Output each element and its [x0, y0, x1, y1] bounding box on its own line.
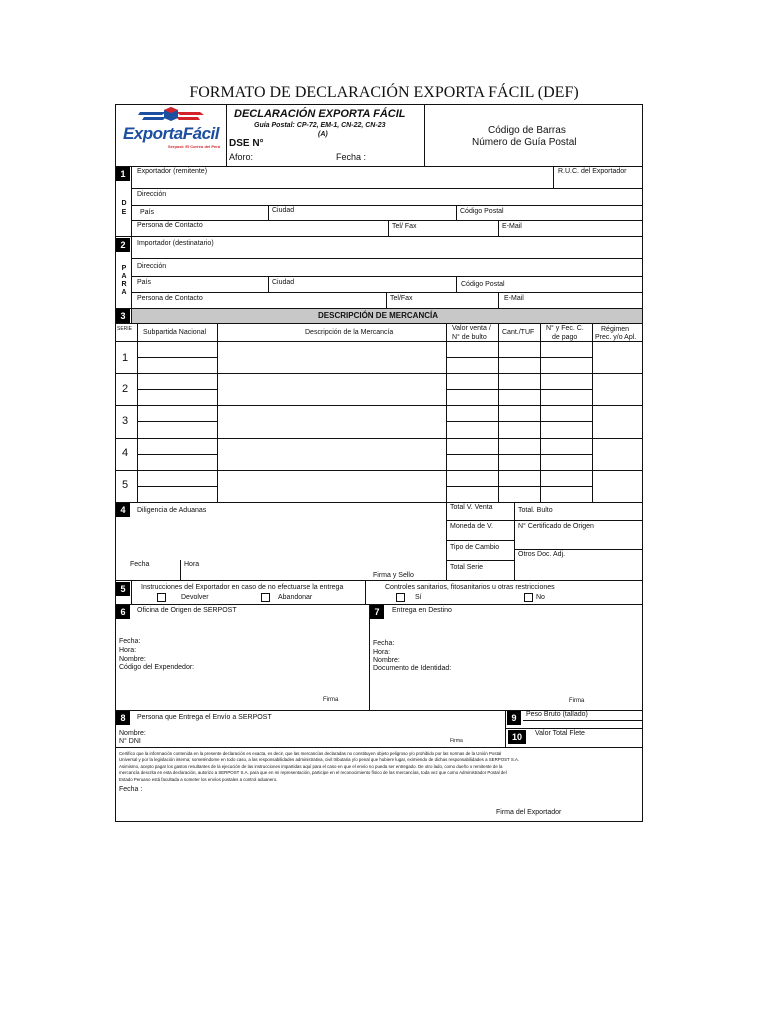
- section-4-number: 4: [116, 503, 130, 517]
- codigo-expendedor-label: Código del Expendedor:: [119, 664, 195, 671]
- firma-7-label: Firma: [569, 698, 585, 704]
- col-valor-2: N° de bulto: [452, 334, 487, 341]
- hora-4-label: Hora: [184, 561, 200, 568]
- ruc-label: R.U.C. del Exportador: [558, 168, 627, 175]
- section-2-side-a2: A: [121, 289, 127, 296]
- certifico-line-5: Estado Peruano está facultada a someter los envíos postales a control aduanero.: [119, 777, 278, 782]
- section-8-number: 8: [116, 711, 130, 725]
- firma-exportador-label: Firma del Exportador: [496, 809, 562, 816]
- tipo-cambio-label: Tipo de Cambio: [450, 544, 500, 551]
- abandonar-label: Abandonar: [278, 594, 313, 601]
- fecha-header-label: Fecha :: [336, 152, 367, 162]
- guide-number-label: Número de Guía Postal: [472, 137, 577, 148]
- guide-a-text: (A): [318, 131, 328, 138]
- valor-flete-label: Valor Total Flete: [535, 730, 585, 737]
- tel-2-label: Tel/Fax: [390, 295, 413, 302]
- firma-8-label: Firma: [450, 738, 463, 744]
- serie-row-5: 5: [122, 479, 129, 491]
- dni-label: N° DNI: [119, 738, 141, 745]
- codigo-postal-1-label: Código Postal: [460, 208, 504, 215]
- barcode-label: Código de Barras: [488, 125, 566, 136]
- tel-1-label: Tel/ Fax: [392, 223, 417, 230]
- email-2-label: E-Mail: [504, 295, 524, 302]
- logo-wings-icon: [118, 106, 224, 126]
- si-label: Sí: [415, 594, 422, 601]
- fecha-6-label: Fecha:: [119, 638, 141, 645]
- col-serie: SERIE: [117, 326, 133, 332]
- section-1-side-e: E: [121, 209, 127, 216]
- declaration-heading: DECLARACIÓN EXPORTA FÁCIL: [234, 108, 406, 120]
- devolver-checkbox[interactable]: [157, 593, 166, 602]
- col-fec-2: de pago: [552, 334, 578, 341]
- firma-6-label: Firma: [323, 697, 339, 703]
- serie-row-2: 2: [122, 383, 129, 395]
- direccion-2-label: Dirección: [137, 263, 167, 270]
- serie-row-1: 1: [122, 352, 129, 364]
- abandonar-checkbox[interactable]: [261, 593, 270, 602]
- firma-sello-label: Firma y Sello: [373, 572, 414, 579]
- total-bulto-label: Total. Bulto: [518, 507, 553, 514]
- col-reg-2: Prec. y/o Apl.: [595, 334, 637, 341]
- moneda-label: Moneda de V.: [450, 523, 493, 530]
- no-label: No: [536, 594, 545, 601]
- col-cant: Cant./TUF: [502, 329, 535, 336]
- direccion-1-label: Dirección: [137, 191, 167, 198]
- email-1-label: E-Mail: [502, 223, 522, 230]
- no-checkbox[interactable]: [524, 593, 533, 602]
- instrucciones-label: Instrucciones del Exportador en caso de no efectuarse la entrega: [141, 584, 344, 591]
- guide-postal-text: Guía Postal: CP-72, EM-1, CN-22, CN-23: [254, 122, 386, 129]
- controles-label: Controles sanitarios, fitosanitarios u otras restricciones: [385, 584, 555, 591]
- certifico-line-4: mercancía descrita en esta declaración, autorizo a SERPOST S.A. para que en mi representación, participe en el reconocimiento físico de las mercancías, toda vez que como Administrador Postal del: [119, 770, 507, 775]
- pais-2-label: País: [137, 279, 152, 286]
- entrega-destino-label: Entrega en Destino: [392, 607, 452, 614]
- pais-1-label: País: [140, 209, 155, 216]
- exportafacil-logo: [118, 106, 224, 164]
- certifico-line-1: Certifico que la información contenida en la presente declaración es exacta, es decir, que las mercancías declaradas no constituyen objeto peligroso y/o prohibido por las normas de la Unión Postal: [119, 751, 502, 756]
- certifico-line-2: Universal y por la legislación interna; someténdome en todo caso, a las responsabilidades administrativa, civil tributaria y/o penal que hubiere lugar, eximiendo de dichas responsabilidades a SERPOST S.A.: [119, 757, 520, 762]
- col-descripcion: Descripción de la Mercancía: [305, 329, 394, 336]
- diligencia-label: Diligencia de Aduanas: [137, 507, 207, 514]
- col-fec-1: N° y Fec. C.: [546, 325, 584, 332]
- serie-row-4: 4: [122, 447, 129, 459]
- form-title: FORMATO DE DECLARACIÓN EXPORTA FÁCIL (DEF): [189, 84, 579, 101]
- logo-tagline: Serpost: El Correo del Perú: [168, 144, 221, 149]
- ciudad-2-label: Ciudad: [272, 279, 295, 286]
- total-venta-label: Total V. Venta: [450, 504, 493, 511]
- fecha-final-label: Fecha :: [119, 786, 143, 793]
- aforo-label: Aforo:: [229, 152, 254, 162]
- col-valor-1: Valor venta /: [452, 325, 491, 332]
- logo-brand-text: ExportaFácil: [122, 124, 220, 143]
- oficina-label: Oficina de Origen de SERPOST: [137, 607, 237, 614]
- section-2-number: 2: [116, 238, 130, 252]
- section-2-side-r: R: [121, 281, 127, 288]
- mercancia-heading: DESCRIPCIÓN DE MERCANCÍA: [318, 311, 439, 320]
- serie-row-3: 3: [122, 415, 129, 427]
- nombre-7-label: Nombre:: [373, 657, 400, 664]
- section-1-number: 1: [116, 167, 130, 181]
- nombre-8-label: Nombre:: [119, 730, 146, 737]
- devolver-label: Devolver: [181, 594, 209, 601]
- persona-entrega-label: Persona que Entrega el Envío a SERPOST: [137, 714, 272, 721]
- section-3-number: 3: [116, 309, 130, 323]
- fecha-7-label: Fecha:: [373, 640, 395, 647]
- persona-1-label: Persona de Contacto: [137, 222, 203, 229]
- col-reg-1: Régimen: [601, 326, 630, 333]
- section-6-number: 6: [116, 605, 130, 619]
- hora-7-label: Hora:: [373, 649, 391, 656]
- codigo-postal-2-label: Código Postal: [461, 281, 505, 288]
- si-checkbox[interactable]: [396, 593, 405, 602]
- dse-label: DSE N°: [229, 138, 264, 149]
- persona-2-label: Persona de Contacto: [137, 295, 203, 302]
- certifico-line-3: Asimismo, acepto pagar los gastos resultantes de la ejecución de las instrucciones impartidas aquí para el caso en que el envío no pueda ser entregado. De otro lado, como dueño o remitente de la: [119, 764, 503, 769]
- col-subpartida: Subpartida Nacional: [143, 329, 207, 336]
- section-7-number: 7: [370, 605, 384, 619]
- exportador-label: Exportador (remitente): [137, 168, 208, 175]
- ciudad-1-label: Ciudad: [272, 207, 295, 214]
- documento-label: Documento de Identidad:: [373, 665, 452, 672]
- certificado-label: N° Certificado de Origen: [518, 523, 594, 530]
- fecha-4-label: Fecha: [130, 561, 150, 568]
- section-5-number: 5: [116, 582, 130, 596]
- otros-doc-label: Otros Doc. Adj.: [518, 551, 566, 558]
- section-2-side-p: P: [121, 265, 127, 272]
- section-9-number: 9: [507, 711, 521, 725]
- peso-bruto-label: Peso Bruto (tallado): [526, 711, 588, 718]
- section-10-number: 10: [508, 730, 526, 744]
- hora-6-label: Hora:: [119, 647, 137, 654]
- section-2-side-a1: A: [121, 273, 127, 280]
- importador-label: Importador (destinatario): [137, 240, 214, 247]
- section-1-side-d: D: [121, 200, 127, 207]
- total-serie-label: Total Serie: [450, 564, 484, 571]
- nombre-6-label: Nombre:: [119, 656, 146, 663]
